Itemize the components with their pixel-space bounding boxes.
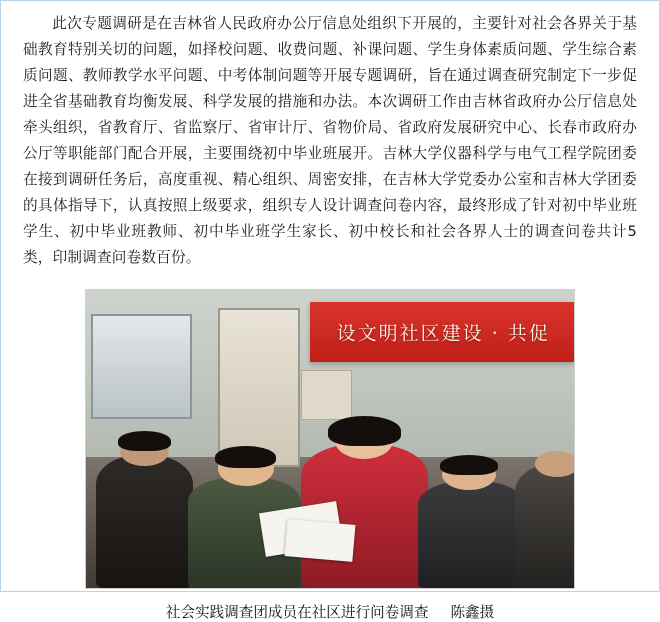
article-figure bbox=[23, 289, 637, 622]
photo-person-red-coat-hair bbox=[328, 416, 401, 446]
photo-person-far-right bbox=[515, 466, 575, 588]
photo-crowd bbox=[86, 403, 574, 588]
figure-caption-author: 陈鑫摄 bbox=[450, 604, 495, 621]
photo-person-back-left-hair bbox=[118, 431, 172, 451]
photo-person-back-left bbox=[96, 455, 194, 588]
photo-person-right bbox=[418, 481, 525, 588]
photo-person-green-jacket-hair bbox=[215, 446, 276, 468]
figure-photo bbox=[85, 289, 575, 589]
photo-banner-text: 设文明社区建设 · 共促 bbox=[336, 322, 550, 345]
article-body bbox=[1, 1, 659, 622]
photo-questionnaire-sheet-second bbox=[285, 519, 356, 562]
photo-person-right-hair bbox=[440, 455, 499, 475]
photo-person-far-right-head bbox=[535, 451, 575, 477]
figure-caption-text: 社会实践调查团成员在社区进行问卷调查 bbox=[165, 604, 429, 621]
article-paragraph: 此次专题调研是在吉林省人民政府办公厅信息处组织下开展的，主要针对社会各界关于基础教育特别关切的问题，如择校问题、收费问题、补课问题、学生身体素质问题、学生综合素质问题、教师教学水平问题、中考体制问题等开展专题调研，旨在通过调查研究制定下一步促进全省基础教育均衡发展、科学发展的措施和办法。本次调研工作由吉林省政府办公厅信息处牵头组织，省教育厅、省监察厅、省审计厅、省物价局、省政府发展研究中心、长春市政府办公厅等职能部门配合开展，主要围绕初中毕业班展开。吉林大学仪器科学与电气工程学院团委在接到调研任务后，高度重视、精心组织、周密安排，在吉林大学党委办公室和吉林大学团委的具体指导下，认真按照上级要求，组织专人设计调查问卷内容，最终形成了针对初中毕业班学生、初中毕业班教师、初中毕业班学生家长、初中校长和社会各界人士的调查问卷共计5类，印制调查问卷数百份。 bbox=[23, 15, 637, 266]
photo-red-banner bbox=[310, 302, 574, 362]
figure-caption bbox=[23, 601, 637, 622]
